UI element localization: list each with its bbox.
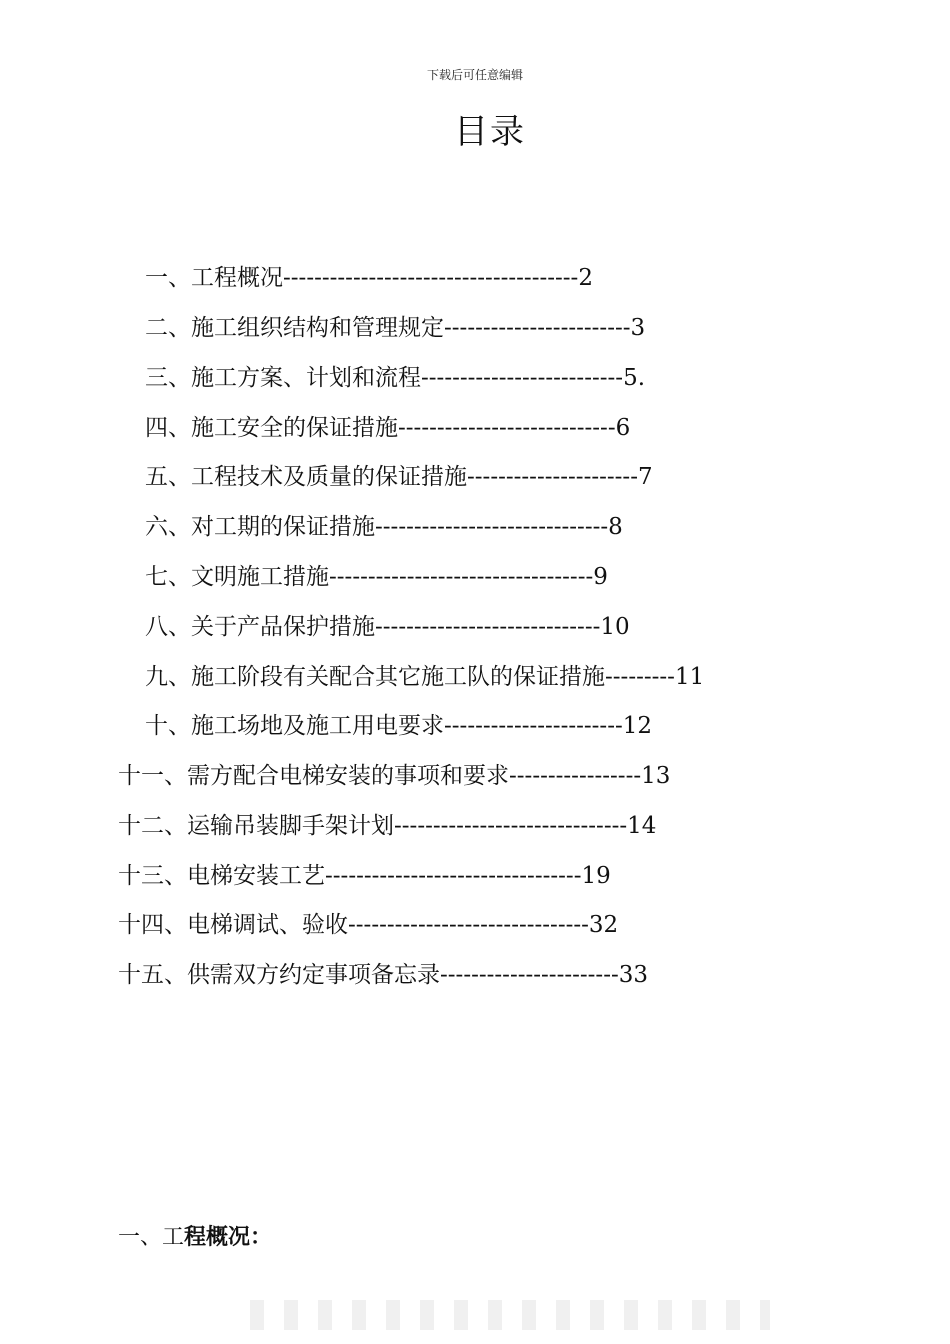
toc-entry-page: 14: [627, 813, 657, 839]
toc-entry-leader: ------------------------: [444, 315, 631, 341]
toc-entry[interactable]: [118, 960, 648, 990]
toc-entry-leader: --------------------------: [421, 365, 624, 391]
toc-entry-page: 19: [581, 863, 611, 889]
section-heading-bold: 程概况：: [184, 1224, 273, 1250]
section-heading-prefix: 一、工: [118, 1225, 185, 1250]
toc-entry-label: 四、施工安全的保证措施: [145, 415, 398, 441]
toc-entry-page: 13: [641, 763, 671, 789]
toc-entry-leader: --------------------------------------: [283, 265, 579, 291]
toc-entry-label: 三、施工方案、计划和流程: [145, 365, 421, 391]
toc-entry[interactable]: [145, 662, 704, 692]
faint-text-fragment: [250, 1300, 770, 1330]
toc-entry-page: 32: [588, 912, 619, 938]
toc-entry[interactable]: [118, 861, 611, 891]
toc-entry[interactable]: [118, 761, 670, 791]
toc-entry-page: 9: [593, 564, 608, 590]
toc-entry-label: 十、施工场地及施工用电要求: [145, 713, 444, 739]
toc-entry-leader: ----------------------------------: [329, 564, 594, 590]
toc-entry-page: 6: [615, 415, 631, 441]
toc-entry-leader: ------------------------------: [375, 514, 609, 540]
toc-entry-leader: -----------------------: [440, 962, 619, 988]
toc-entry-leader: ----------------------: [467, 464, 638, 490]
toc-entry[interactable]: [145, 711, 652, 741]
toc-title: 目录: [454, 112, 526, 152]
toc-entry-label: 二、施工组织结构和管理规定: [145, 315, 444, 341]
toc-entry[interactable]: [145, 512, 623, 542]
toc-entry-leader: -------------------------------: [348, 912, 589, 938]
toc-entry[interactable]: [145, 413, 630, 443]
toc-entry-page: 11: [674, 664, 705, 690]
toc-entry-leader: ----------------------------: [398, 415, 616, 441]
toc-entry-leader: ---------: [605, 664, 675, 690]
toc-entry-label: 十五、供需双方约定事项备忘录: [118, 962, 440, 988]
toc-entry-page: 8: [608, 514, 623, 540]
toc-entry[interactable]: [145, 263, 593, 293]
toc-entry-label: 十二、运输吊装脚手架计划: [118, 813, 394, 839]
toc-entry-label: 十四、电梯调试、验收: [118, 912, 348, 938]
section-heading: [118, 1222, 272, 1252]
toc-entry-page: 3: [630, 315, 646, 341]
toc-entry-page: 7: [637, 464, 653, 490]
toc-entry-label: 八、关于产品保护措施: [145, 614, 375, 640]
toc-entry-page: 12: [622, 713, 653, 739]
toc-entry-page: 2: [578, 265, 593, 291]
toc-entry-label: 一、工程概况: [145, 265, 283, 291]
header-note: 下载后可任意编辑: [426, 68, 523, 82]
toc-entry-leader: -----------------: [509, 763, 642, 789]
toc-entry[interactable]: [145, 612, 630, 642]
toc-entry-label: 五、工程技术及质量的保证措施: [145, 464, 467, 490]
toc-entry-label: 十三、电梯安装工艺: [118, 863, 325, 889]
toc-entry-page: 5.: [623, 365, 646, 391]
toc-entry-label: 九、施工阶段有关配合其它施工队的保证措施: [145, 664, 605, 690]
toc-entry-label: 七、文明施工措施: [145, 564, 329, 590]
toc-entry-label: 十一、需方配合电梯安装的事项和要求: [118, 763, 509, 789]
toc-entry[interactable]: [145, 562, 608, 592]
toc-entry-leader: ---------------------------------: [325, 863, 582, 889]
toc-entry[interactable]: [118, 910, 618, 940]
toc-entry[interactable]: [118, 811, 656, 841]
toc-entry-label: 六、对工期的保证措施: [145, 514, 375, 540]
toc-entry[interactable]: [145, 313, 645, 343]
toc-entry-page: 10: [600, 614, 630, 640]
toc-entry-leader: -----------------------: [444, 713, 623, 739]
toc-entry[interactable]: [145, 363, 645, 393]
toc-entry-page: 33: [618, 962, 649, 988]
toc-entry-leader: -----------------------------: [375, 614, 601, 640]
toc-entry[interactable]: [145, 462, 653, 492]
toc-entry-leader: ------------------------------: [394, 813, 628, 839]
